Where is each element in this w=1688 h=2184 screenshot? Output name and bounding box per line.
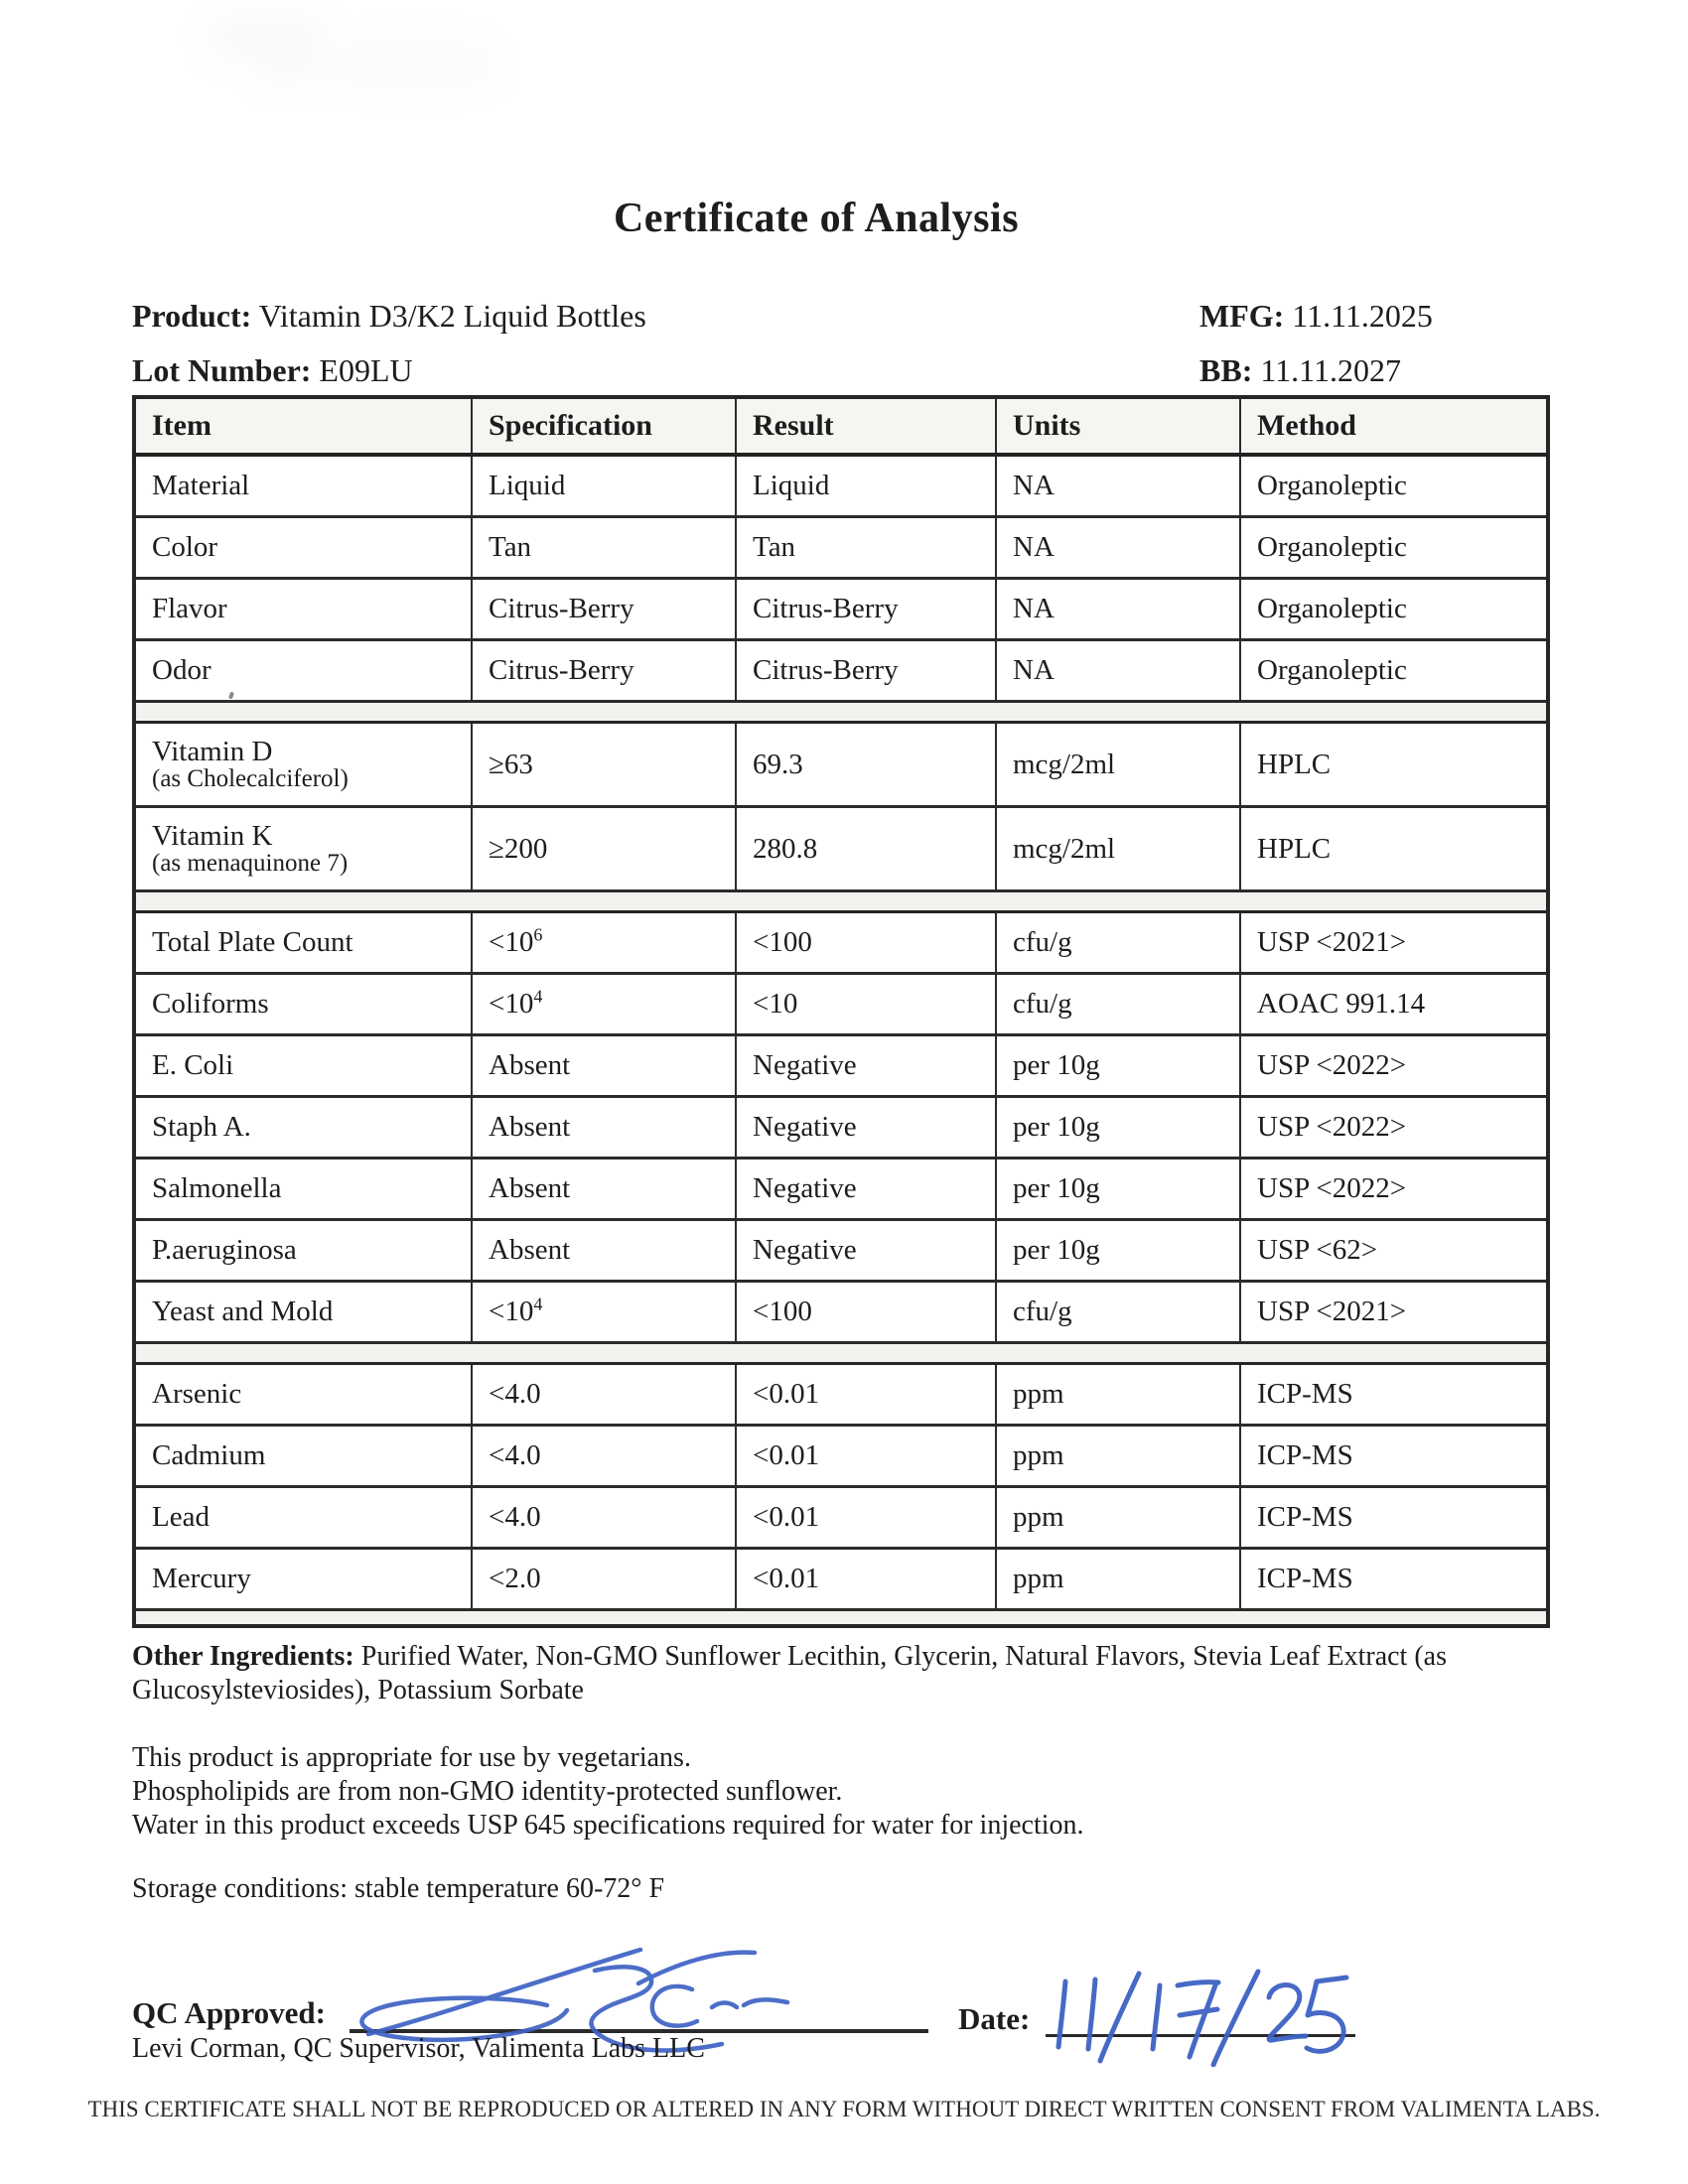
separator-row	[134, 702, 1548, 723]
cell-result: 69.3	[736, 723, 996, 807]
separator-cell	[134, 1343, 1548, 1364]
table-row	[134, 723, 1548, 807]
cell-method: USP <2021>	[1240, 1282, 1548, 1343]
table-row	[134, 1097, 1548, 1159]
cell-method: Organoleptic	[1240, 455, 1548, 517]
table-row	[134, 640, 1548, 702]
table-row	[134, 1035, 1548, 1097]
note-line: Phospholipids are from non-GMO identity-protected sunflower.	[132, 1776, 843, 1807]
date-label: Date:	[958, 2001, 1031, 2036]
cell-units: mcg/2ml	[996, 807, 1240, 891]
handwritten-date	[1048, 1968, 1355, 2067]
cell-item: Cadmium	[134, 1426, 472, 1487]
cell-method: USP <2022>	[1240, 1159, 1548, 1220]
coa-table	[132, 395, 1550, 1628]
cell-method: Organoleptic	[1240, 640, 1548, 702]
bb-line	[1199, 352, 1617, 389]
separator-cell	[134, 702, 1548, 723]
cell-specification: Citrus-Berry	[472, 579, 736, 640]
bb-label: BB:	[1199, 352, 1253, 388]
table-row	[134, 1220, 1548, 1282]
cell-item: E. Coli	[134, 1035, 472, 1097]
note-line: This product is appropriate for use by vegetarians.	[132, 1742, 691, 1773]
cell-result: Citrus-Berry	[736, 640, 996, 702]
cell-specification: Absent	[472, 1159, 736, 1220]
cell-result: Tan	[736, 517, 996, 579]
cell-method: Organoleptic	[1240, 517, 1548, 579]
lot-value: E09LU	[319, 352, 413, 388]
cell-method: HPLC	[1240, 723, 1548, 807]
cell-specification: $<10^6$	[472, 912, 736, 974]
table-row	[134, 1364, 1548, 1426]
column-header: Specification	[472, 397, 736, 455]
separator-row	[134, 1610, 1548, 1627]
cell-method: ICP-MS	[1240, 1487, 1548, 1549]
cell-units: cfu/g	[996, 974, 1240, 1035]
cell-specification: Citrus-Berry	[472, 640, 736, 702]
storage-conditions: Storage conditions: stable temperature 60-72° F	[132, 1873, 665, 1904]
signer-name: Levi Corman, QC Supervisor, Valimenta Labs LLC	[132, 2033, 705, 2064]
table-row	[134, 1159, 1548, 1220]
cell-result: <0.01	[736, 1364, 996, 1426]
bb-value: 11.11.2027	[1260, 352, 1401, 388]
table-row	[134, 974, 1548, 1035]
cell-specification: ≥63	[472, 723, 736, 807]
separator-row	[134, 1343, 1548, 1364]
cell-item: Material	[134, 455, 472, 517]
cell-method: ICP-MS	[1240, 1426, 1548, 1487]
cell-item: Vitamin K (as menaquinone 7)	[134, 807, 472, 891]
note-line: Water in this product exceeds USP 645 specifications required for water for injection.	[132, 1810, 1084, 1841]
cell-specification: <4.0	[472, 1364, 736, 1426]
cell-item: Color	[134, 517, 472, 579]
cell-result: Negative	[736, 1035, 996, 1097]
cell-units: mcg/2ml	[996, 723, 1240, 807]
cell-item: Total Plate Count	[134, 912, 472, 974]
cell-result: <0.01	[736, 1487, 996, 1549]
disclaimer: THIS CERTIFICATE SHALL NOT BE REPRODUCED OR ALTERED IN ANY FORM WITHOUT DIRECT WRITTEN CONSENT FROM VALIMENTA LABS.	[87, 2097, 1601, 2121]
cell-units: ppm	[996, 1426, 1240, 1487]
cell-units: NA	[996, 640, 1240, 702]
other-ingredients-label: Other Ingredients:	[132, 1641, 354, 1672]
table-row	[134, 517, 1548, 579]
cell-method: ICP-MS	[1240, 1364, 1548, 1426]
cell-item: Flavor	[134, 579, 472, 640]
column-header: Method	[1240, 397, 1548, 455]
other-ingredients-text: Purified Water, Non-GMO Sunflower Lecithin, Glycerin, Natural Flavors, Stevia Leaf Extract (as Glucosylsteviosides), Potassium Sorbate	[132, 1641, 1447, 1706]
cell-specification: Liquid	[472, 455, 736, 517]
cell-method: USP <2022>	[1240, 1097, 1548, 1159]
cell-units: ppm	[996, 1364, 1240, 1426]
cell-result: <10	[736, 974, 996, 1035]
cell-units: NA	[996, 517, 1240, 579]
cell-specification: Tan	[472, 517, 736, 579]
table-row	[134, 1549, 1548, 1610]
column-header: Item	[134, 397, 472, 455]
cell-method: HPLC	[1240, 807, 1548, 891]
column-header: Units	[996, 397, 1240, 455]
cell-result: Negative	[736, 1097, 996, 1159]
cell-specification: $<10^4$	[472, 974, 736, 1035]
cell-item: Arsenic	[134, 1364, 472, 1426]
separator-row	[134, 891, 1548, 912]
cell-method: ICP-MS	[1240, 1549, 1548, 1610]
cell-units: ppm	[996, 1487, 1240, 1549]
cell-method: AOAC 991.14	[1240, 974, 1548, 1035]
table-row	[134, 455, 1548, 517]
cell-method: USP <2021>	[1240, 912, 1548, 974]
cell-units: per 10g	[996, 1159, 1240, 1220]
separator-cell	[134, 1610, 1548, 1627]
cell-result: <0.01	[736, 1426, 996, 1487]
table-row	[134, 1426, 1548, 1487]
lot-line	[132, 352, 1026, 389]
column-header: Result	[736, 397, 996, 455]
lot-label: Lot Number:	[132, 352, 312, 388]
cell-specification: <4.0	[472, 1487, 736, 1549]
cell-item: Odor	[134, 640, 472, 702]
product-line	[132, 298, 1026, 335]
cell-specification: ≥200	[472, 807, 736, 891]
cell-item: Yeast and Mold	[134, 1282, 472, 1343]
mfg-label: MFG:	[1199, 298, 1285, 334]
cell-specification: <4.0	[472, 1426, 736, 1487]
cell-result: Citrus-Berry	[736, 579, 996, 640]
page-title: Certificate of Analysis	[613, 196, 1020, 241]
cell-specification: <2.0	[472, 1549, 736, 1610]
cell-item: Mercury	[134, 1549, 472, 1610]
table-row	[134, 1487, 1548, 1549]
table-row	[134, 807, 1548, 891]
coa-table-body	[134, 455, 1548, 1626]
cell-item: Vitamin D (as Cholecalciferol)	[134, 723, 472, 807]
cell-item: Staph A.	[134, 1097, 472, 1159]
cell-units: cfu/g	[996, 912, 1240, 974]
cell-method: USP <2022>	[1240, 1035, 1548, 1097]
table-row	[134, 1282, 1548, 1343]
scan-smudge	[328, 40, 496, 89]
cell-result: <100	[736, 1282, 996, 1343]
mfg-line	[1199, 298, 1617, 335]
cell-result: Negative	[736, 1159, 996, 1220]
cell-units: cfu/g	[996, 1282, 1240, 1343]
cell-item: Coliforms	[134, 974, 472, 1035]
cell-specification: Absent	[472, 1220, 736, 1282]
product-value: Vitamin D3/K2 Liquid Bottles	[258, 298, 646, 334]
cell-result: 280.8	[736, 807, 996, 891]
cell-item: Lead	[134, 1487, 472, 1549]
qc-approved-label: QC Approved:	[132, 1995, 326, 2030]
cell-result: <100	[736, 912, 996, 974]
cell-units: NA	[996, 579, 1240, 640]
cell-units: per 10g	[996, 1035, 1240, 1097]
mfg-value: 11.11.2025	[1292, 298, 1433, 334]
scan-smudge	[209, 14, 328, 60]
cell-result: Liquid	[736, 455, 996, 517]
cell-method: USP <62>	[1240, 1220, 1548, 1282]
cell-item: P.aeruginosa	[134, 1220, 472, 1282]
cell-units: ppm	[996, 1549, 1240, 1610]
cell-item: Salmonella	[134, 1159, 472, 1220]
table-header-row	[134, 397, 1548, 455]
cell-result: Negative	[736, 1220, 996, 1282]
cell-specification: Absent	[472, 1035, 736, 1097]
cell-specification: Absent	[472, 1097, 736, 1159]
table-row	[134, 579, 1548, 640]
cell-method: Organoleptic	[1240, 579, 1548, 640]
other-ingredients	[132, 1640, 1482, 1707]
scan-smudge	[253, 55, 323, 84]
cell-units: NA	[996, 455, 1240, 517]
cell-specification: $<10^4$	[472, 1282, 736, 1343]
cell-units: per 10g	[996, 1097, 1240, 1159]
cell-units: per 10g	[996, 1220, 1240, 1282]
product-notes	[132, 1741, 1522, 1843]
separator-cell	[134, 891, 1548, 912]
product-label: Product:	[132, 298, 252, 334]
table-row	[134, 912, 1548, 974]
cell-result: <0.01	[736, 1549, 996, 1610]
